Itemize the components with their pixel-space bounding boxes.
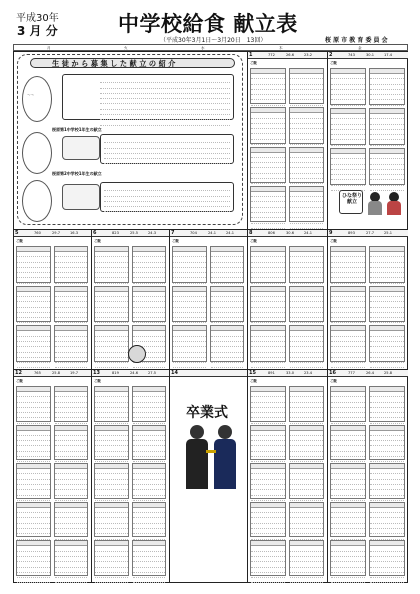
dish-box bbox=[369, 68, 405, 105]
day-header-strip bbox=[170, 370, 247, 377]
dish-box bbox=[250, 246, 286, 283]
weekday-fri: 金 bbox=[358, 46, 362, 50]
ingredient-line bbox=[17, 578, 50, 583]
day-nutrition-value: 704 bbox=[190, 230, 197, 235]
dish-box bbox=[210, 246, 245, 283]
day-nutrition-value: 27.7 bbox=[366, 230, 375, 235]
day-nutrition-value: 23.2 bbox=[304, 52, 313, 57]
dish-box bbox=[369, 246, 405, 283]
day-nutrition-value: 765 bbox=[34, 370, 41, 375]
dish-box bbox=[16, 540, 51, 576]
dish-box bbox=[330, 246, 366, 283]
dish-box bbox=[289, 425, 325, 461]
rice-label: ご飯 bbox=[250, 239, 257, 243]
weekday-mon: 月 bbox=[47, 46, 51, 50]
day-nutrition-value: 23.4 bbox=[304, 370, 313, 375]
day-nutrition-value: 743 bbox=[348, 52, 355, 57]
ingredient-line bbox=[133, 363, 166, 368]
day-date: 14 bbox=[171, 370, 178, 376]
day-nutrition-value: 25.8 bbox=[384, 370, 393, 375]
dish-box bbox=[250, 463, 286, 499]
day-cell bbox=[170, 230, 247, 369]
day-nutrition-value: 772 bbox=[268, 52, 275, 57]
dish-box bbox=[132, 502, 167, 538]
student-boy-icon bbox=[190, 425, 204, 439]
day-cell bbox=[328, 370, 408, 583]
feature-title: 生 徒 か ら 募 集 し た 献 立 の 紹 介 bbox=[52, 59, 176, 68]
rice-label: ご飯 bbox=[94, 239, 101, 243]
day-nutrition-value: 19.7 bbox=[70, 370, 79, 375]
day-header-strip bbox=[248, 230, 327, 237]
day-date: 9 bbox=[329, 230, 333, 236]
dish-box bbox=[369, 463, 405, 499]
day-nutrition-value: 891 bbox=[268, 370, 275, 375]
day-nutrition-value: 30.6 bbox=[286, 230, 295, 235]
dish-box bbox=[250, 286, 286, 323]
day-header-strip bbox=[248, 52, 327, 59]
dish-box bbox=[369, 502, 405, 538]
day-nutrition-value: 26.6 bbox=[286, 52, 295, 57]
dish-box bbox=[16, 386, 51, 422]
hinamatsuri-label: ひな祭り献立 bbox=[342, 193, 363, 205]
dish-box bbox=[289, 540, 325, 576]
day-date: 16 bbox=[329, 370, 336, 376]
rice-label: ご飯 bbox=[250, 379, 257, 383]
dish-box bbox=[330, 502, 366, 538]
dish-box bbox=[94, 463, 129, 499]
dish-box bbox=[289, 325, 325, 362]
day-nutrition-value: 893 bbox=[348, 230, 355, 235]
dish-box bbox=[172, 286, 207, 323]
dish-box bbox=[210, 325, 245, 362]
day-nutrition-value: 29.7 bbox=[52, 230, 61, 235]
publisher: 桜 原 市 教 育 委 員 会 bbox=[325, 37, 388, 44]
rice-label: ご飯 bbox=[16, 379, 23, 383]
weekday-bar bbox=[13, 44, 408, 51]
food-plate-icon bbox=[62, 136, 100, 160]
day-date: 12 bbox=[15, 370, 22, 376]
day-nutrition-value: 806 bbox=[268, 230, 275, 235]
day-date: 15 bbox=[249, 370, 256, 376]
rice-label: ご飯 bbox=[330, 379, 337, 383]
day-header-strip bbox=[248, 370, 327, 377]
dish-box bbox=[54, 502, 89, 538]
day-nutrition-value: 819 bbox=[112, 370, 119, 375]
ingredient-line bbox=[370, 578, 404, 583]
day-nutrition-value: 25.1 bbox=[384, 230, 393, 235]
dish-box bbox=[369, 386, 405, 422]
dish-box bbox=[369, 540, 405, 576]
dish-box bbox=[94, 540, 129, 576]
day-cell bbox=[92, 370, 169, 583]
dish-box bbox=[132, 425, 167, 461]
page-title: 中学校給食 献立表 bbox=[118, 12, 298, 36]
ingredient-line bbox=[331, 363, 365, 368]
day-nutrition-value: 26.4 bbox=[366, 370, 375, 375]
plate-ring-label: ～～ bbox=[27, 93, 35, 97]
ingredient-line bbox=[251, 578, 285, 583]
dish-box bbox=[172, 325, 207, 362]
dish-box bbox=[54, 286, 89, 323]
dish-box bbox=[289, 186, 325, 222]
dish-box bbox=[16, 425, 51, 461]
ingredient-line bbox=[173, 363, 206, 368]
rice-label: ご飯 bbox=[250, 61, 257, 65]
ingredient-line bbox=[290, 578, 324, 583]
day-cell bbox=[248, 370, 327, 583]
dish-box bbox=[330, 425, 366, 461]
ingredient-line bbox=[331, 578, 365, 583]
graduation-title: 卒業式 bbox=[186, 405, 228, 421]
weekday-thu: 木 bbox=[279, 46, 283, 50]
dish-box bbox=[289, 286, 325, 323]
era-year: 平成30年 bbox=[16, 13, 59, 24]
day-cell bbox=[328, 52, 408, 192]
dish-box bbox=[94, 286, 129, 323]
ingredient-line bbox=[290, 363, 324, 368]
dish-box bbox=[250, 186, 286, 222]
dish-box bbox=[330, 386, 366, 422]
dish-box bbox=[172, 246, 207, 283]
ingredient-line bbox=[290, 224, 324, 229]
student-girl-icon bbox=[218, 425, 232, 439]
day-nutrition-value: 24.1 bbox=[208, 230, 217, 235]
dish-box bbox=[289, 502, 325, 538]
dish-box bbox=[250, 386, 286, 422]
dish-box bbox=[369, 148, 405, 185]
day-nutrition-value: 25.8 bbox=[52, 370, 61, 375]
day-header-strip bbox=[170, 230, 247, 237]
day-header-strip bbox=[92, 370, 169, 377]
ingredient-line bbox=[370, 363, 404, 368]
dish-box bbox=[250, 325, 286, 362]
day-cell bbox=[14, 230, 91, 369]
day-nutrition-value: 30.1 bbox=[366, 52, 375, 57]
day-header-strip bbox=[92, 230, 169, 237]
dish-box bbox=[250, 147, 286, 183]
day-nutrition-value: 27.5 bbox=[148, 370, 157, 375]
dish-box bbox=[289, 386, 325, 422]
weekday-tue: 火 bbox=[124, 46, 128, 50]
dish-box bbox=[250, 68, 286, 104]
dish-box bbox=[132, 286, 167, 323]
dish-box bbox=[132, 540, 167, 576]
entry-text-lines bbox=[104, 186, 230, 212]
ingredient-line bbox=[211, 363, 244, 368]
ingredient-line bbox=[95, 578, 128, 583]
dish-box bbox=[16, 325, 51, 362]
dish-box bbox=[330, 463, 366, 499]
ingredient-line bbox=[251, 224, 285, 229]
dish-box bbox=[94, 386, 129, 422]
day-nutrition-value: 25.5 bbox=[130, 230, 139, 235]
day-nutrition-value: 777 bbox=[348, 370, 355, 375]
dish-box bbox=[54, 463, 89, 499]
plate-ring-icon bbox=[22, 132, 52, 174]
dish-box bbox=[132, 463, 167, 499]
dish-box bbox=[16, 502, 51, 538]
rice-label: ご飯 bbox=[94, 379, 101, 383]
dish-box bbox=[330, 108, 366, 145]
dish-box bbox=[132, 246, 167, 283]
ingredient-line bbox=[55, 578, 88, 583]
hinamatsuri-badge bbox=[339, 190, 363, 214]
day-header-strip bbox=[328, 52, 408, 59]
dish-box bbox=[54, 540, 89, 576]
dish-box bbox=[16, 246, 51, 283]
day-date: 7 bbox=[171, 230, 175, 236]
plate-ring-icon bbox=[22, 76, 52, 122]
dish-box bbox=[289, 68, 325, 104]
day-header-strip bbox=[14, 370, 91, 377]
dish-box bbox=[250, 540, 286, 576]
dish-box bbox=[54, 325, 89, 362]
entry-text-lines bbox=[104, 138, 230, 164]
dish-box bbox=[330, 148, 366, 185]
dish-box bbox=[369, 108, 405, 145]
rice-label: ご飯 bbox=[330, 61, 337, 65]
hina-dolls-illustration bbox=[366, 188, 406, 216]
dish-box bbox=[330, 540, 366, 576]
dish-box bbox=[289, 246, 325, 283]
dish-box bbox=[94, 246, 129, 283]
dish-box bbox=[54, 246, 89, 283]
rice-label: ご飯 bbox=[172, 239, 179, 243]
day-cell bbox=[14, 370, 91, 583]
dish-box bbox=[330, 68, 366, 105]
student-girl-icon bbox=[214, 439, 236, 489]
dish-box bbox=[330, 325, 366, 362]
day-nutrition-value: 823 bbox=[112, 230, 119, 235]
day-nutrition-value: 760 bbox=[34, 230, 41, 235]
weekday-wed: 水 bbox=[201, 46, 205, 50]
day-nutrition-value: 24.3 bbox=[148, 230, 157, 235]
plate-ring-icon bbox=[22, 180, 52, 222]
day-nutrition-value: 16.3 bbox=[70, 230, 79, 235]
ingredient-line bbox=[133, 578, 166, 583]
dish-box bbox=[16, 286, 51, 323]
day-date: 5 bbox=[15, 230, 19, 236]
dish-box bbox=[54, 425, 89, 461]
feature-entry-label: 桜原第1中学校1年生の献立 bbox=[52, 127, 102, 132]
day-nutrition-value: 24.1 bbox=[226, 230, 235, 235]
rice-label: ご飯 bbox=[16, 239, 23, 243]
dish-box bbox=[250, 425, 286, 461]
entry-text-lines bbox=[100, 78, 230, 126]
day-header-strip bbox=[328, 370, 408, 377]
dish-box bbox=[369, 325, 405, 362]
day-nutrition-value: 17.4 bbox=[384, 52, 393, 57]
dish-box bbox=[94, 325, 129, 362]
dish-box bbox=[94, 425, 129, 461]
dish-box bbox=[210, 286, 245, 323]
day-cell bbox=[248, 230, 327, 369]
dish-box bbox=[54, 386, 89, 422]
dish-box bbox=[132, 386, 167, 422]
dish-box bbox=[289, 107, 325, 143]
day-nutrition-value: 24.6 bbox=[130, 370, 139, 375]
rice-label: ご飯 bbox=[330, 239, 337, 243]
doll-icon bbox=[387, 201, 401, 215]
dish-box bbox=[250, 107, 286, 143]
dish-box bbox=[250, 502, 286, 538]
day-header-strip bbox=[328, 230, 408, 237]
day-date: 1 bbox=[249, 52, 253, 58]
dish-box bbox=[289, 147, 325, 183]
day-date: 2 bbox=[329, 52, 333, 58]
day-header-strip bbox=[14, 230, 91, 237]
doll-icon bbox=[368, 201, 382, 215]
diploma-icon bbox=[206, 450, 216, 453]
day-cell bbox=[248, 52, 327, 229]
dish-box bbox=[369, 425, 405, 461]
day-date: 13 bbox=[93, 370, 100, 376]
ingredient-line bbox=[95, 363, 128, 368]
dish-box bbox=[16, 463, 51, 499]
day-date: 8 bbox=[249, 230, 253, 236]
ingredient-line bbox=[251, 363, 285, 368]
student-boy-icon bbox=[186, 439, 208, 489]
ingredient-line bbox=[17, 363, 50, 368]
dish-box bbox=[289, 463, 325, 499]
day-cell bbox=[328, 230, 408, 369]
ingredient-line bbox=[55, 363, 88, 368]
citrus-icon bbox=[128, 345, 146, 363]
dish-box bbox=[330, 286, 366, 323]
food-plate-icon bbox=[62, 184, 100, 210]
dish-box bbox=[94, 502, 129, 538]
day-date: 6 bbox=[93, 230, 97, 236]
day-nutrition-value: 33.0 bbox=[286, 370, 295, 375]
dish-box bbox=[369, 286, 405, 323]
month-label: 3 月 分 bbox=[17, 24, 58, 38]
day-nutrition-value: 24.1 bbox=[304, 230, 313, 235]
feature-entry-label: 桜原第2中学校1年生の献立 bbox=[52, 171, 102, 176]
period-label: （平成30年3月1日～3月20日 13回） bbox=[160, 37, 267, 44]
